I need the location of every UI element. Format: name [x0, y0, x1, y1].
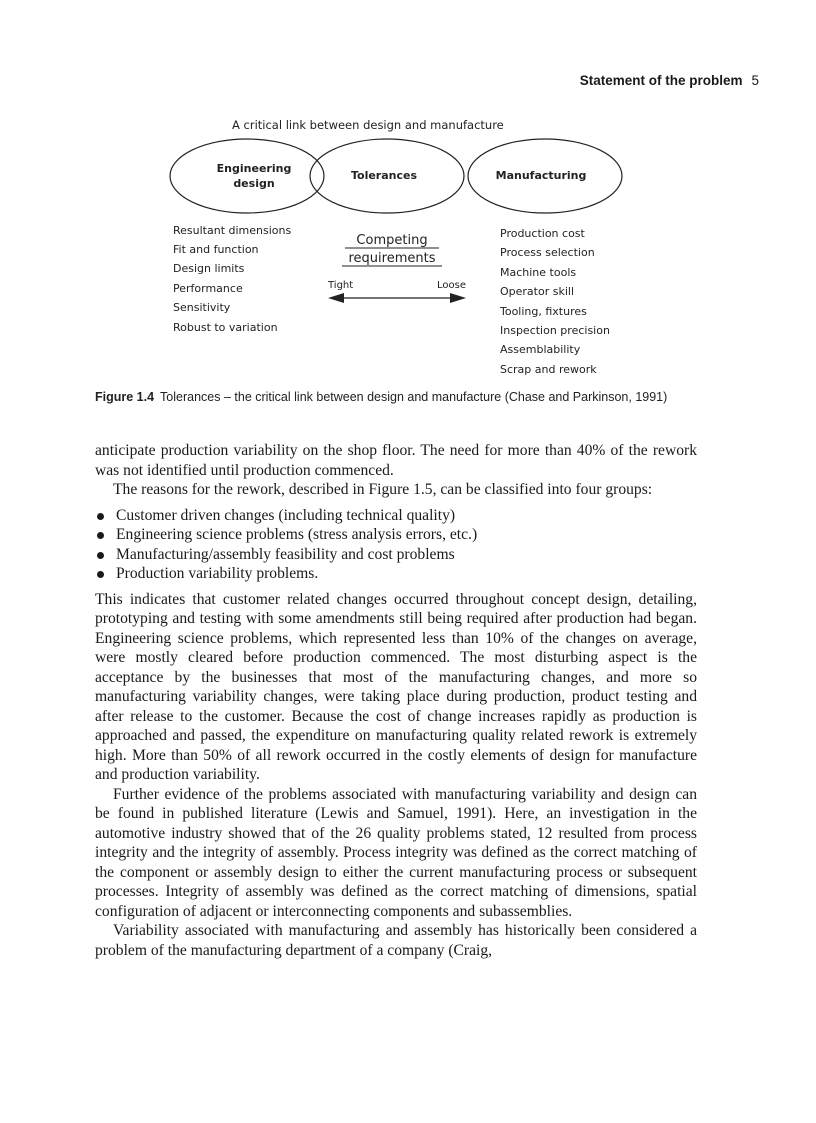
competing-label-line2: requirements — [348, 251, 436, 266]
paragraph: This indicates that customer related changes occurred throughout concept design, detailing, prototyping and testing with some amendments still being required after production had began. Engineering science problems, which represented less than 10% of the changes on average, were mostly cleared before production commenced. The most disturbing aspect is the acceptance by the businesses that most of the manufacturing changes, and more so manufacturing variability changes, were taking place during production, product testing and after release to the customer. Because the cost of change increases rapidly as production is approached and passed, the expenditure on manufacturing quality related rework is extremely high. More than 50% of all rework occurred in the costly elements of design for manufacture and production variability. — [95, 590, 697, 783]
paragraph: The reasons for the rework, described in Figure 1.5, can be classified into four groups: — [113, 481, 653, 498]
list-item-text: Engineering science problems (stress analysis errors, etc.) — [116, 526, 478, 543]
design-circle-label-line1: Engineering — [216, 162, 292, 175]
design-item: Fit and function — [173, 243, 259, 256]
design-item: Robust to variation — [173, 321, 278, 334]
list-item-text: Production variability problems. — [116, 565, 319, 582]
paragraph: anticipate production variability on the shop floor. The need for more than 40% of the rework was not identified until production commenced. — [95, 442, 697, 479]
figure-1-4 — [150, 112, 650, 387]
paragraph: Further evidence of the problems associated with manufacturing variability and design can be found in published literature (Lewis and Samuel, 1991). Here, an investigation in the automotive industry showed that of the 26 quality problems stated, 12 resulted from process integrity and the integrity of assembly. Process integrity was defined as the correct matching of the component or assembly design to either the current manufacturing process or subsequent processes. Integrity of assembly was defined as the correct matching of dimensions, spatial configuration of adjacent or interconnecting components and subassemblies. — [95, 785, 697, 920]
figure-heading: A critical link between design and manufacture — [232, 118, 504, 132]
competing-label-line1: Competing — [356, 233, 428, 248]
design-circle-label-line2: design — [233, 177, 275, 190]
manufacturing-item: Inspection precision — [500, 324, 610, 337]
tight-loose-arrow — [328, 293, 466, 303]
venn-diagram — [150, 112, 650, 387]
design-item: Sensitivity — [173, 301, 231, 314]
list-item-text: Manufacturing/assembly feasibility and cost problems — [116, 545, 455, 563]
manufacturing-item: Operator skill — [500, 285, 575, 298]
manufacturing-item: Machine tools — [500, 266, 577, 279]
manufacturing-item: Assemblability — [500, 343, 581, 356]
tight-label: Tight — [328, 280, 354, 291]
page-number: 5 — [751, 73, 759, 88]
bullet-list — [95, 506, 697, 584]
design-ellipse — [170, 139, 324, 213]
list-item — [95, 506, 697, 526]
list-item — [95, 525, 697, 545]
design-item: Resultant dimensions — [173, 224, 292, 237]
figure-caption — [95, 390, 735, 404]
running-header — [0, 73, 759, 88]
manufacturing-item: Process selection — [500, 246, 595, 259]
bullet-icon — [97, 552, 104, 559]
loose-label: Loose — [437, 280, 466, 291]
manufacturing-item: Tooling, fixtures — [500, 305, 587, 318]
manufacturing-circle-label: Manufacturing — [495, 169, 587, 182]
list-item-text: Customer driven changes (including technical quality) — [116, 506, 456, 524]
paragraph: Variability associated with manufacturing and assembly has historically been considered a problem of the manufacturing department of a company (Craig, — [95, 922, 697, 959]
list-item — [95, 545, 697, 565]
list-item — [95, 564, 697, 584]
manufacturing-item: Scrap and rework — [500, 363, 597, 376]
body-text — [95, 441, 697, 960]
bullet-icon — [97, 513, 104, 520]
design-item: Design limits — [173, 262, 245, 275]
design-item: Performance — [173, 282, 243, 295]
bullet-icon — [97, 532, 104, 539]
running-header-title: Statement of the problem — [579, 73, 743, 88]
tolerances-circle-label: Tolerances — [350, 169, 418, 182]
bullet-icon — [97, 571, 104, 578]
figure-caption-label: Figure 1.4 — [95, 390, 155, 404]
figure-caption-text: Tolerances – the critical link between design and manufacture (Chase and Parkinson, 1991) — [160, 390, 668, 404]
manufacturing-item: Production cost — [500, 227, 585, 240]
